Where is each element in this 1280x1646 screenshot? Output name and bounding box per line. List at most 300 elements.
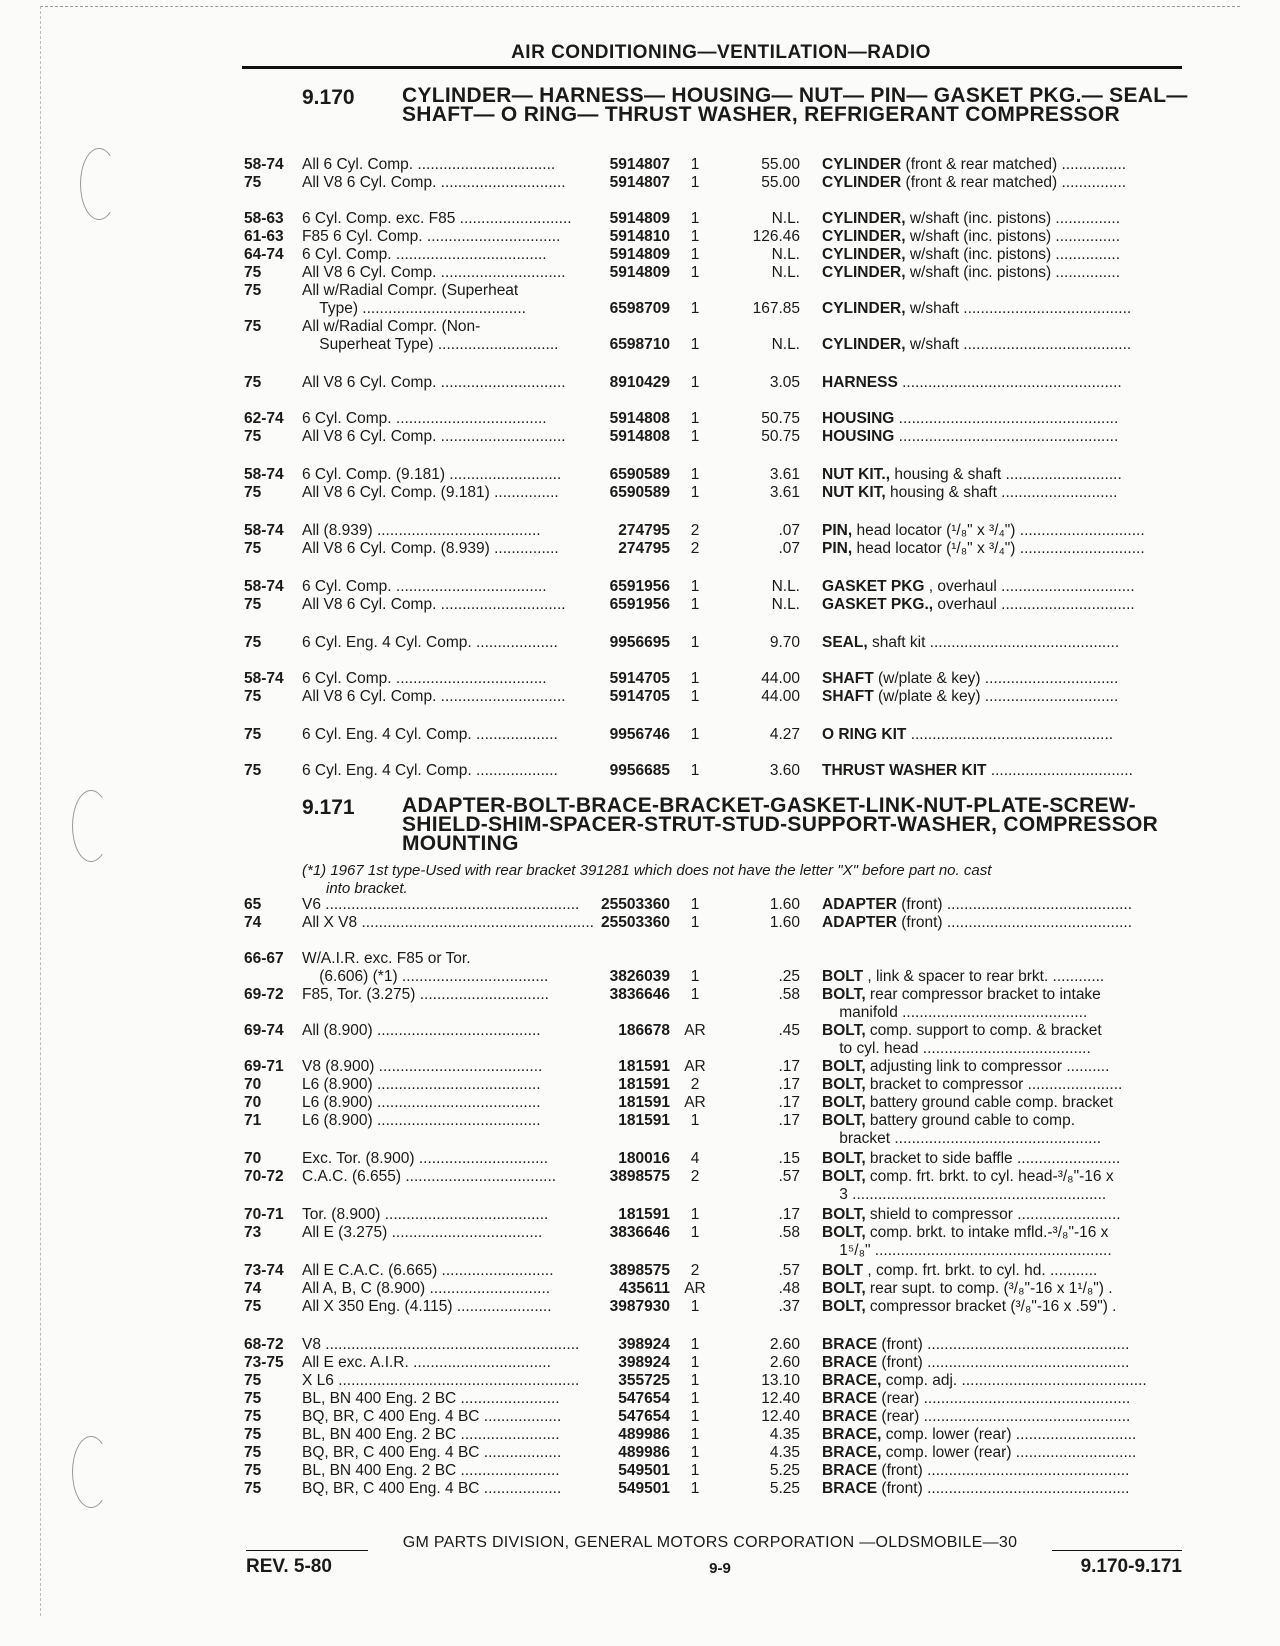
price: 167.85 bbox=[752, 300, 800, 317]
price: .37 bbox=[778, 1298, 800, 1315]
description bbox=[822, 1004, 1182, 1022]
price: 5.25 bbox=[769, 1480, 800, 1497]
price: 3.61 bbox=[769, 484, 800, 501]
description-keyword: ADAPTER bbox=[822, 914, 897, 931]
footer-rule-right bbox=[1052, 1550, 1182, 1551]
description-text: (front) ............................................... bbox=[877, 1462, 1130, 1479]
part-number: 6590589 bbox=[609, 466, 670, 483]
description-keyword: BRACE bbox=[822, 1408, 878, 1425]
part-number: 355725 bbox=[618, 1372, 670, 1389]
description-keyword: GASKET PKG bbox=[822, 578, 925, 595]
note-text: (*1) 1967 1st type-Used with rear bracket 391281 which does not have the letter "X" before part no. cast bbox=[302, 862, 992, 879]
price: .45 bbox=[778, 1022, 800, 1039]
title-rule bbox=[242, 66, 1182, 69]
description-keyword: THRUST WASHER KIT bbox=[822, 762, 987, 779]
quantity: 1 bbox=[690, 1462, 700, 1479]
model-year: 75 bbox=[244, 374, 262, 391]
description-text: w/shaft (inc. pistons) ............... bbox=[905, 264, 1121, 281]
price: .17 bbox=[778, 1076, 800, 1093]
application: F85 6 Cyl. Comp. ............................... bbox=[302, 228, 561, 245]
description bbox=[822, 1390, 1182, 1408]
quantity: 1 bbox=[690, 374, 700, 391]
table-row bbox=[0, 1298, 1280, 1316]
table-row bbox=[0, 1444, 1280, 1462]
table-row bbox=[0, 596, 1280, 614]
description bbox=[822, 1280, 1182, 1298]
description-text: bracket to side baffle ........................ bbox=[865, 1150, 1121, 1167]
model-year: 75 bbox=[244, 1298, 262, 1315]
part-number: 6591956 bbox=[609, 596, 670, 613]
model-year: 74 bbox=[244, 1280, 262, 1297]
description-text: ............................................... bbox=[906, 726, 1114, 743]
application: All V8 6 Cyl. Comp. (9.181) ............... bbox=[302, 484, 559, 501]
description-text: ................................................... bbox=[894, 428, 1119, 445]
model-year: 75 bbox=[244, 1372, 262, 1389]
application: Type) ...................................... bbox=[302, 300, 526, 317]
description-text: (rear) ................................................ bbox=[877, 1390, 1131, 1407]
quantity: 1 bbox=[690, 896, 700, 913]
model-year: 75 bbox=[244, 1390, 262, 1407]
part-number: 6590589 bbox=[609, 484, 670, 501]
quantity: AR bbox=[684, 1022, 706, 1039]
description-keyword: BRACE, bbox=[822, 1426, 882, 1443]
application: 6 Cyl. Comp. (9.181) .......................... bbox=[302, 466, 562, 483]
table-row bbox=[0, 762, 1280, 780]
price: N.L. bbox=[771, 336, 800, 353]
description bbox=[822, 968, 1182, 986]
description-text: ................................................... bbox=[897, 374, 1122, 391]
price: N.L. bbox=[771, 578, 800, 595]
quantity: 1 bbox=[690, 264, 700, 281]
description-text: rear supt. to comp. (³/₈"-16 x 1¹/₈") . bbox=[865, 1280, 1113, 1297]
description bbox=[822, 1426, 1182, 1444]
application: BQ, BR, C 400 Eng. 4 BC .................. bbox=[302, 1408, 562, 1425]
description-keyword: SHAFT bbox=[822, 688, 874, 705]
quantity: 2 bbox=[690, 1168, 700, 1185]
description-keyword: BRACE bbox=[822, 1480, 878, 1497]
table-row bbox=[0, 300, 1280, 318]
group-title: ADAPTER-BOLT-BRACE-BRACKET-GASKET-LINK-NUT-PLATE-SCREW-SHIELD-SHIM-SPACER-STRUT-STUD-SUPPORT-WASHER, COMPRESSOR MOUNTING bbox=[402, 794, 1159, 855]
model-year: 75 bbox=[244, 1480, 262, 1497]
part-number: 3836646 bbox=[609, 986, 670, 1003]
application: BQ, BR, C 400 Eng. 4 BC .................. bbox=[302, 1480, 562, 1497]
description-keyword: CYLINDER bbox=[822, 174, 902, 191]
price: 126.46 bbox=[752, 228, 800, 245]
application: All V8 6 Cyl. Comp. ............................. bbox=[302, 374, 566, 391]
model-year: 75 bbox=[244, 540, 262, 557]
description-keyword: SHAFT bbox=[822, 670, 874, 687]
description-keyword: ADAPTER bbox=[822, 896, 897, 913]
description-keyword: NUT KIT., bbox=[822, 466, 891, 483]
description-keyword: BRACE bbox=[822, 1336, 878, 1353]
table-row bbox=[0, 374, 1280, 392]
price: .57 bbox=[778, 1168, 800, 1185]
price: .57 bbox=[778, 1262, 800, 1279]
price: 50.75 bbox=[761, 428, 800, 445]
part-number: 5914705 bbox=[609, 688, 670, 705]
part-number: 398924 bbox=[618, 1336, 670, 1353]
part-number: 8910429 bbox=[609, 374, 670, 391]
quantity: 1 bbox=[690, 1372, 700, 1389]
quantity: 1 bbox=[690, 1354, 700, 1371]
application: All A, B, C (8.900) ............................ bbox=[302, 1280, 551, 1297]
table-row bbox=[0, 1336, 1280, 1354]
description bbox=[822, 300, 1182, 318]
part-number: 3898575 bbox=[609, 1262, 670, 1279]
description-keyword: CYLINDER, bbox=[822, 246, 906, 263]
model-year: 71 bbox=[244, 1112, 262, 1129]
price: 55.00 bbox=[761, 156, 800, 173]
description-keyword: SEAL, bbox=[822, 634, 868, 651]
model-year: 62-74 bbox=[244, 410, 284, 427]
table-row bbox=[0, 1186, 1280, 1204]
part-number: 25503360 bbox=[601, 896, 670, 913]
scan-edge-top bbox=[40, 6, 1240, 7]
quantity: 1 bbox=[690, 634, 700, 651]
model-year: 73-75 bbox=[244, 1354, 284, 1371]
table-row bbox=[0, 914, 1280, 932]
description bbox=[822, 634, 1182, 652]
description bbox=[822, 896, 1182, 914]
model-year: 75 bbox=[244, 484, 262, 501]
model-year: 70-71 bbox=[244, 1206, 284, 1223]
application: All V8 6 Cyl. Comp. ............................. bbox=[302, 428, 566, 445]
table-row bbox=[0, 1408, 1280, 1426]
table-row bbox=[0, 228, 1280, 246]
description-text: w/shaft ....................................... bbox=[905, 336, 1132, 353]
model-year: 75 bbox=[244, 174, 262, 191]
table-row bbox=[0, 1040, 1280, 1058]
model-year: 65 bbox=[244, 896, 262, 913]
table-row bbox=[0, 896, 1280, 914]
description-text: (w/plate & key) ............................... bbox=[873, 688, 1119, 705]
description-text: (front) ............................................... bbox=[877, 1354, 1130, 1371]
table-row bbox=[0, 1022, 1280, 1040]
application: 6 Cyl. Comp. ................................... bbox=[302, 410, 547, 427]
part-number: 181591 bbox=[618, 1112, 670, 1129]
table-row bbox=[0, 1242, 1280, 1260]
quantity: 1 bbox=[690, 174, 700, 191]
quantity: 1 bbox=[690, 336, 700, 353]
price: 9.70 bbox=[769, 634, 800, 651]
application: W/A.I.R. exc. F85 or Tor. bbox=[302, 950, 471, 967]
quantity: 1 bbox=[690, 466, 700, 483]
description bbox=[822, 1130, 1182, 1148]
description bbox=[822, 726, 1182, 744]
model-year: 75 bbox=[244, 634, 262, 651]
description-text: comp. frt. brkt. to cyl. head-³/₈"-16 x bbox=[865, 1168, 1114, 1185]
quantity: 1 bbox=[690, 246, 700, 263]
model-year: 75 bbox=[244, 264, 262, 281]
price: 12.40 bbox=[761, 1408, 800, 1425]
description bbox=[822, 1462, 1182, 1480]
model-year: 70 bbox=[244, 1150, 262, 1167]
description-text: comp. lower (rear) ............................ bbox=[881, 1426, 1137, 1443]
description-text: overhaul ............................... bbox=[933, 596, 1135, 613]
model-year: 73-74 bbox=[244, 1262, 284, 1279]
table-row bbox=[0, 1372, 1280, 1390]
quantity: AR bbox=[684, 1094, 706, 1111]
quantity: AR bbox=[684, 1058, 706, 1075]
description bbox=[822, 1112, 1182, 1130]
application: F85, Tor. (3.275) .............................. bbox=[302, 986, 549, 1003]
quantity: 1 bbox=[690, 968, 700, 985]
description bbox=[822, 986, 1182, 1004]
table-row bbox=[0, 1130, 1280, 1148]
description-text: 1⁵/₈" ....................................................... bbox=[822, 1242, 1112, 1259]
description-text: (front & rear matched) ............... bbox=[901, 174, 1127, 191]
application: L6 (8.900) ...................................... bbox=[302, 1112, 541, 1129]
description bbox=[822, 522, 1182, 540]
part-number: 9956746 bbox=[609, 726, 670, 743]
model-year: 58-63 bbox=[244, 210, 284, 227]
model-year: 75 bbox=[244, 762, 262, 779]
group-number: 9.170 bbox=[302, 86, 355, 109]
description bbox=[822, 484, 1182, 502]
description-text: w/shaft ....................................... bbox=[905, 300, 1132, 317]
description bbox=[822, 578, 1182, 596]
table-row bbox=[0, 282, 1280, 300]
application: 6 Cyl. Comp. ................................... bbox=[302, 670, 547, 687]
table-row bbox=[0, 1004, 1280, 1022]
quantity: 1 bbox=[690, 986, 700, 1003]
part-number: 5914807 bbox=[609, 174, 670, 191]
part-number: 274795 bbox=[618, 522, 670, 539]
model-year: 58-74 bbox=[244, 578, 284, 595]
description bbox=[822, 1354, 1182, 1372]
application: L6 (8.900) ...................................... bbox=[302, 1076, 541, 1093]
quantity: 1 bbox=[690, 670, 700, 687]
price: 55.00 bbox=[761, 174, 800, 191]
description-keyword: PIN, bbox=[822, 540, 853, 557]
description-text: (front) ........................................... bbox=[896, 896, 1133, 913]
quantity: 1 bbox=[690, 1390, 700, 1407]
table-row bbox=[0, 950, 1280, 968]
quantity: 1 bbox=[690, 428, 700, 445]
part-number: 3836646 bbox=[609, 1224, 670, 1241]
table-row bbox=[0, 986, 1280, 1004]
price: 44.00 bbox=[761, 670, 800, 687]
part-number: 3898575 bbox=[609, 1168, 670, 1185]
price: .17 bbox=[778, 1206, 800, 1223]
table-row bbox=[0, 1462, 1280, 1480]
footer-section-range: 9.170-9.171 bbox=[1080, 1556, 1182, 1577]
group-title: CYLINDER— HARNESS— HOUSING— NUT— PIN— GASKET PKG.— SEAL— SHAFT— O RING— THRUST WASHER, REFRIGERANT COMPRESSOR bbox=[402, 84, 1188, 126]
model-year: 75 bbox=[244, 428, 262, 445]
model-year: 58-74 bbox=[244, 156, 284, 173]
description bbox=[822, 540, 1182, 558]
part-number: 435611 bbox=[619, 1280, 670, 1297]
application: All E (3.275) ................................... bbox=[302, 1224, 543, 1241]
quantity: 1 bbox=[690, 726, 700, 743]
price: 3.05 bbox=[769, 374, 800, 391]
model-year: 66-67 bbox=[244, 950, 284, 967]
description-text: manifold ........................................... bbox=[822, 1004, 1088, 1021]
price: N.L. bbox=[771, 246, 800, 263]
application: All E exc. A.I.R. ................................ bbox=[302, 1354, 551, 1371]
part-number: 547654 bbox=[618, 1408, 670, 1425]
application: 6 Cyl. Comp. exc. F85 .......................... bbox=[302, 210, 572, 227]
quantity: 2 bbox=[690, 540, 700, 557]
model-year: 58-74 bbox=[244, 466, 284, 483]
application: Superheat Type) ............................ bbox=[302, 336, 559, 353]
description bbox=[822, 466, 1182, 484]
model-year: 70 bbox=[244, 1076, 262, 1093]
description bbox=[822, 410, 1182, 428]
description bbox=[822, 1150, 1182, 1168]
description-text: (front) ........................................... bbox=[896, 914, 1133, 931]
table-row bbox=[0, 210, 1280, 228]
description bbox=[822, 1076, 1182, 1094]
price: 4.35 bbox=[769, 1426, 800, 1443]
model-year: 69-71 bbox=[244, 1058, 284, 1075]
description-keyword: BOLT, bbox=[822, 1150, 866, 1167]
description-keyword: BOLT, bbox=[822, 1206, 866, 1223]
table-row bbox=[0, 410, 1280, 428]
model-year: 75 bbox=[244, 1408, 262, 1425]
quantity: 1 bbox=[690, 762, 700, 779]
table-row bbox=[0, 1206, 1280, 1224]
price: 4.27 bbox=[769, 726, 800, 743]
quantity: 1 bbox=[690, 688, 700, 705]
price: 5.25 bbox=[769, 1462, 800, 1479]
description bbox=[822, 1372, 1182, 1390]
application: V8 (8.900) ...................................... bbox=[302, 1058, 543, 1075]
application: BQ, BR, C 400 Eng. 4 BC .................. bbox=[302, 1444, 562, 1461]
description-keyword: BOLT, bbox=[822, 1168, 866, 1185]
description bbox=[822, 1206, 1182, 1224]
model-year: 58-74 bbox=[244, 670, 284, 687]
description bbox=[822, 210, 1182, 228]
description-keyword: NUT KIT, bbox=[822, 484, 886, 501]
description-text: adjusting link to compressor .......... bbox=[865, 1058, 1110, 1075]
footer-publisher: GM PARTS DIVISION, GENERAL MOTORS CORPORATION —OLDSMOBILE—30 bbox=[402, 1534, 1018, 1551]
footer-page-number: 9-9 bbox=[709, 1560, 731, 1577]
part-number: 549501 bbox=[618, 1462, 670, 1479]
part-number: 5914808 bbox=[609, 410, 670, 427]
application: 6 Cyl. Comp. ................................... bbox=[302, 578, 547, 595]
description-keyword: BOLT, bbox=[822, 1298, 866, 1315]
quantity: 4 bbox=[690, 1150, 700, 1167]
description-keyword: GASKET PKG., bbox=[822, 596, 934, 613]
price: .17 bbox=[778, 1094, 800, 1111]
description bbox=[822, 336, 1182, 354]
description-keyword: CYLINDER, bbox=[822, 336, 906, 353]
description-keyword: BOLT bbox=[822, 968, 864, 985]
part-number: 398924 bbox=[618, 1354, 670, 1371]
table-row bbox=[0, 1262, 1280, 1280]
part-number: 25503360 bbox=[601, 914, 670, 931]
description-keyword: PIN, bbox=[822, 522, 853, 539]
quantity: 1 bbox=[690, 914, 700, 931]
description-text: ................................................... bbox=[894, 410, 1119, 427]
part-number: 489986 bbox=[618, 1426, 670, 1443]
table-row bbox=[0, 634, 1280, 652]
description-keyword: BOLT, bbox=[822, 986, 866, 1003]
description-text: head locator (¹/₈" x ³/₄") ............................. bbox=[852, 540, 1145, 557]
application: All V8 6 Cyl. Comp. ............................. bbox=[302, 264, 566, 281]
application: Tor. (8.900) ...................................... bbox=[302, 1206, 549, 1223]
description-text: 3 ........................................................... bbox=[822, 1186, 1107, 1203]
description bbox=[822, 174, 1182, 192]
description bbox=[822, 1298, 1182, 1316]
part-number: 6598710 bbox=[609, 336, 670, 353]
part-number: 5914808 bbox=[609, 428, 670, 445]
table-row bbox=[0, 1426, 1280, 1444]
description-keyword: BOLT, bbox=[822, 1076, 866, 1093]
description-text: rear compressor bracket to intake bbox=[865, 986, 1101, 1003]
description-keyword: CYLINDER, bbox=[822, 264, 906, 281]
table-row bbox=[0, 1150, 1280, 1168]
description-text: comp. brkt. to intake mfld.-³/₈"-16 x bbox=[865, 1224, 1109, 1241]
group-number: 9.171 bbox=[302, 796, 355, 819]
application: 6 Cyl. Eng. 4 Cyl. Comp. ................... bbox=[302, 762, 558, 779]
part-number: 181591 bbox=[618, 1094, 670, 1111]
model-year: 75 bbox=[244, 726, 262, 743]
price: .17 bbox=[778, 1112, 800, 1129]
model-year: 75 bbox=[244, 1444, 262, 1461]
table-row bbox=[0, 540, 1280, 558]
price: .58 bbox=[778, 1224, 800, 1241]
description-text: housing & shaft ........................... bbox=[890, 466, 1122, 483]
table-row bbox=[0, 466, 1280, 484]
model-year: 75 bbox=[244, 318, 262, 335]
price: N.L. bbox=[771, 264, 800, 281]
table-row bbox=[0, 578, 1280, 596]
part-number: 3826039 bbox=[609, 968, 670, 985]
description bbox=[822, 156, 1182, 174]
application: All (8.900) ...................................... bbox=[302, 1022, 541, 1039]
application: Exc. Tor. (8.900) .............................. bbox=[302, 1150, 549, 1167]
price: 44.00 bbox=[761, 688, 800, 705]
quantity: 2 bbox=[690, 1262, 700, 1279]
description bbox=[822, 1242, 1182, 1260]
description-text: bracket to compressor ...................... bbox=[865, 1076, 1123, 1093]
part-number: 181591 bbox=[618, 1206, 670, 1223]
description bbox=[822, 264, 1182, 282]
group-note bbox=[302, 862, 1202, 898]
price: 50.75 bbox=[761, 410, 800, 427]
description-keyword: CYLINDER, bbox=[822, 210, 906, 227]
model-year: 75 bbox=[244, 596, 262, 613]
part-number: 5914809 bbox=[609, 264, 670, 281]
table-row bbox=[0, 968, 1280, 986]
price: 12.40 bbox=[761, 1390, 800, 1407]
model-year: 70 bbox=[244, 1094, 262, 1111]
table-row bbox=[0, 1168, 1280, 1186]
description bbox=[822, 596, 1182, 614]
table-row bbox=[0, 336, 1280, 354]
description-text: , comp. frt. brkt. to cyl. hd. ........... bbox=[863, 1262, 1098, 1279]
part-number: 6598709 bbox=[609, 300, 670, 317]
price: 13.10 bbox=[761, 1372, 800, 1389]
table-row bbox=[0, 1112, 1280, 1130]
description-keyword: BOLT, bbox=[822, 1280, 866, 1297]
quantity: 1 bbox=[690, 1408, 700, 1425]
model-year: 70-72 bbox=[244, 1168, 284, 1185]
model-year: 75 bbox=[244, 1462, 262, 1479]
description bbox=[822, 1094, 1182, 1112]
description-keyword: HOUSING bbox=[822, 410, 895, 427]
application: All X 350 Eng. (4.115) ...................... bbox=[302, 1298, 552, 1315]
part-number: 6591956 bbox=[609, 578, 670, 595]
part-number: 5914809 bbox=[609, 246, 670, 263]
application: All w/Radial Compr. (Superheat bbox=[302, 282, 519, 299]
application: All (8.939) ...................................... bbox=[302, 522, 541, 539]
quantity: 2 bbox=[690, 1076, 700, 1093]
description-text: head locator (¹/₈" x ³/₄") ............................. bbox=[852, 522, 1145, 539]
description-text: , link & spacer to rear brkt. ............ bbox=[863, 968, 1105, 985]
